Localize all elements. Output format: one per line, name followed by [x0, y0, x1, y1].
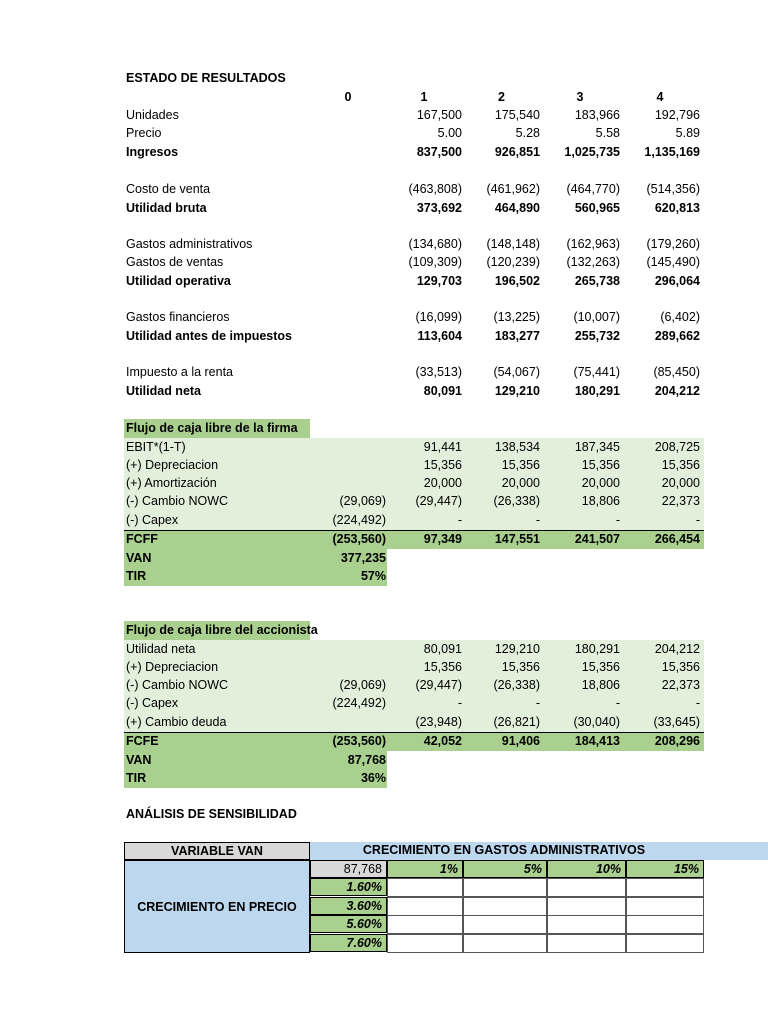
fcfe-tir-label: TIR — [126, 771, 147, 785]
period-1: 1 — [420, 90, 428, 104]
fcfe-cell: (23,948) — [415, 715, 462, 729]
fcff-cell: 91,441 — [423, 440, 462, 454]
income-row-label: Gastos administrativos — [126, 237, 253, 251]
income-cell: (54,067) — [493, 365, 540, 379]
sensitivity-col-value: 15% — [626, 860, 704, 878]
fcfe-total-cell: 91,406 — [501, 734, 540, 748]
income-cell: 80,091 — [423, 384, 462, 398]
fcfe-cell: (30,040) — [573, 715, 620, 729]
income-row-label: Gastos financieros — [126, 310, 230, 324]
income-row-label: Costo de venta — [126, 182, 211, 196]
income-row-label: Ingresos — [126, 145, 179, 159]
income-cell — [310, 180, 386, 198]
sensitivity-col-value: 10% — [547, 860, 626, 878]
sensitivity-base-value: 87,768 — [310, 860, 387, 878]
income-cell: (13,225) — [493, 310, 540, 324]
fcfe-van-label: VAN — [126, 753, 152, 767]
fcff-cell: (29,069) — [339, 494, 386, 508]
fcfe-total-cell: 184,413 — [574, 734, 620, 748]
income-row-label: Precio — [126, 126, 162, 140]
income-cell: (148,148) — [486, 237, 540, 251]
income-cell: 296,064 — [654, 274, 700, 288]
fcfe-cell: 80,091 — [423, 642, 462, 656]
income-row-label: Utilidad bruta — [126, 201, 207, 215]
fcff-cell: 15,356 — [423, 458, 462, 472]
fcfe-cell: (33,645) — [653, 715, 700, 729]
income-cell: (162,963) — [566, 237, 620, 251]
fcfe-cell — [310, 713, 386, 731]
fcff-row-label: (+) Depreciacion — [126, 458, 219, 472]
fcff-total-cell: (253,560) — [332, 532, 386, 546]
income-cell: 373,692 — [416, 201, 462, 215]
income-cell — [310, 363, 386, 381]
income-cell — [310, 235, 386, 253]
fcff-cell: (26,338) — [493, 494, 540, 508]
fcff-cell: - — [695, 513, 700, 527]
fcfe-cell: 22,373 — [661, 678, 700, 692]
sensitivity-result-cell[interactable] — [547, 915, 626, 934]
income-cell: 192,796 — [654, 108, 700, 122]
income-cell: 464,890 — [494, 201, 540, 215]
fcff-row-label: (-) Capex — [126, 513, 179, 527]
income-cell: 175,540 — [494, 108, 540, 122]
fcff-cell: - — [615, 513, 620, 527]
sensitivity-result-cell[interactable] — [387, 915, 463, 934]
income-cell: (10,007) — [573, 310, 620, 324]
sensitivity-result-cell[interactable] — [626, 897, 704, 916]
income-cell: 129,210 — [494, 384, 540, 398]
fcff-cell: - — [457, 513, 462, 527]
fcff-total-cell: 97,349 — [423, 532, 462, 546]
sensitivity-result-cell[interactable] — [626, 934, 704, 953]
income-cell — [310, 143, 386, 161]
fcff-title: Flujo de caja libre de la firma — [126, 421, 298, 435]
income-cell: 129,703 — [416, 274, 462, 288]
income-cell: (134,680) — [408, 237, 462, 251]
fcfe-cell: (29,069) — [339, 678, 386, 692]
fcfe-row-label: (+) Depreciacion — [126, 660, 219, 674]
fcff-tir-value: 57% — [360, 569, 386, 583]
fcfe-cell — [310, 658, 386, 676]
income-cell: 113,604 — [417, 329, 462, 343]
fcff-cell — [310, 438, 386, 456]
sensitivity-result-cell[interactable] — [463, 915, 547, 934]
fcfe-cell: (224,492) — [332, 696, 386, 710]
income-cell: 620,813 — [654, 201, 700, 215]
period-4: 4 — [656, 90, 664, 104]
fcfe-cell: - — [615, 696, 620, 710]
fcfe-cell: 15,356 — [661, 660, 700, 674]
income-cell: (132,263) — [566, 255, 620, 269]
fcff-cell: (224,492) — [332, 513, 386, 527]
fcff-cell: 15,356 — [501, 458, 540, 472]
fcff-cell — [310, 474, 386, 492]
income-cell: (145,490) — [646, 255, 700, 269]
sensitivity-row-value: 7.60% — [310, 934, 387, 952]
fcfe-cell: - — [695, 696, 700, 710]
fcff-cell: 20,000 — [661, 476, 700, 490]
income-row-label: Gastos de ventas — [126, 255, 224, 269]
fcff-cell: (29,447) — [415, 494, 462, 508]
income-cell: 5.89 — [675, 126, 700, 140]
income-row-label: Utilidad antes de impuestos — [126, 329, 293, 343]
fcff-cell: 22,373 — [661, 494, 700, 508]
fcff-cell: 20,000 — [581, 476, 620, 490]
income-cell: (75,441) — [573, 365, 620, 379]
income-cell: 5.00 — [437, 126, 462, 140]
income-title: ESTADO DE RESULTADOS — [126, 71, 286, 85]
sensitivity-result-cell[interactable] — [626, 878, 704, 897]
income-cell: (464,770) — [566, 182, 620, 196]
fcff-total-cell: 147,551 — [494, 532, 540, 546]
fcff-total-cell: 241,507 — [574, 532, 620, 546]
fcfe-total-cell: (253,560) — [332, 734, 386, 748]
income-cell: 560,965 — [574, 201, 620, 215]
sensitivity-result-cell[interactable] — [463, 897, 547, 916]
income-cell: 196,502 — [494, 274, 540, 288]
income-cell: (179,260) — [646, 237, 700, 251]
fcfe-tir-value: 36% — [360, 771, 386, 785]
income-cell: 183,966 — [574, 108, 620, 122]
income-cell: 289,662 — [654, 329, 700, 343]
income-cell — [310, 253, 386, 271]
fcfe-cell: 18,806 — [581, 678, 620, 692]
fcfe-cell — [310, 640, 386, 658]
income-cell: (109,309) — [408, 255, 462, 269]
income-row-label: Utilidad neta — [126, 384, 202, 398]
fcff-total-label: FCFF — [126, 532, 158, 546]
income-cell — [310, 272, 386, 290]
income-cell: (16,099) — [415, 310, 462, 324]
income-row-label: Impuesto a la renta — [126, 365, 234, 379]
sensitivity-result-cell[interactable] — [463, 878, 547, 897]
fcfe-cell: 15,356 — [423, 660, 462, 674]
fcfe-total-label: FCFE — [126, 734, 159, 748]
income-cell — [310, 308, 386, 326]
sensitivity-col-value: 1% — [387, 860, 463, 878]
fcfe-cell: - — [457, 696, 462, 710]
income-cell: 5.58 — [595, 126, 620, 140]
income-cell — [310, 106, 386, 124]
fcff-cell: 15,356 — [581, 458, 620, 472]
income-row-label: Utilidad operativa — [126, 274, 231, 288]
fcfe-total-cell: 208,296 — [654, 734, 700, 748]
fcfe-row-label: Utilidad neta — [126, 642, 196, 656]
income-cell: 5.28 — [515, 126, 540, 140]
fcff-tir-label: TIR — [126, 569, 147, 583]
sensitivity-row-value: 5.60% — [310, 915, 387, 933]
fcfe-title: Flujo de caja libre del accionista — [126, 623, 318, 637]
fcff-cell: 208,725 — [654, 440, 700, 454]
income-cell: 167,500 — [416, 108, 462, 122]
income-cell — [310, 382, 386, 400]
income-cell — [310, 327, 386, 345]
sensitivity-col-header: CRECIMIENTO EN GASTOS ADMINISTRATIVOS — [310, 842, 768, 860]
fcfe-cell: 129,210 — [494, 642, 540, 656]
income-row-label: Unidades — [126, 108, 179, 122]
sensitivity-result-cell[interactable] — [626, 915, 704, 934]
income-cell: 1,135,169 — [644, 145, 700, 159]
fcfe-row-label: (-) Cambio NOWC — [126, 678, 229, 692]
sensitivity-row-value: 3.60% — [310, 897, 387, 915]
sensitivity-result-cell[interactable] — [547, 878, 626, 897]
sensitivity-result-cell[interactable] — [387, 897, 463, 916]
sensitivity-corner-label: VARIABLE VAN — [124, 842, 310, 860]
income-cell: (120,239) — [486, 255, 540, 269]
income-cell: (514,356) — [646, 182, 700, 196]
income-cell: (33,513) — [415, 365, 462, 379]
fcff-cell: 18,806 — [581, 494, 620, 508]
income-cell — [310, 124, 386, 142]
fcfe-total-cell: 42,052 — [423, 734, 462, 748]
fcfe-van-value: 87,768 — [347, 753, 386, 767]
sensitivity-row-header-box — [124, 860, 310, 953]
fcfe-cell: - — [535, 696, 540, 710]
income-cell: (461,962) — [486, 182, 540, 196]
fcff-row-label: EBIT*(1-T) — [126, 440, 186, 454]
fcff-row-label: (-) Cambio NOWC — [126, 494, 229, 508]
income-cell: 837,500 — [416, 145, 462, 159]
sensitivity-row-value: 1.60% — [310, 878, 387, 896]
sensitivity-result-cell[interactable] — [387, 878, 463, 897]
fcff-cell: 15,356 — [661, 458, 700, 472]
fcff-cell: 20,000 — [501, 476, 540, 490]
income-cell: 265,738 — [574, 274, 620, 288]
period-3: 3 — [576, 90, 584, 104]
income-cell — [310, 199, 386, 217]
fcfe-row-label: (+) Cambio deuda — [126, 715, 227, 729]
fcfe-cell: 180,291 — [574, 642, 620, 656]
income-cell: 255,732 — [574, 329, 620, 343]
fcfe-cell: 15,356 — [501, 660, 540, 674]
sensitivity-title: ANÁLISIS DE SENSIBILIDAD — [126, 807, 297, 821]
fcff-row-label: (+) Amortización — [126, 476, 217, 490]
fcff-cell: - — [535, 513, 540, 527]
income-cell: 926,851 — [494, 145, 540, 159]
fcfe-cell: (26,821) — [493, 715, 540, 729]
fcff-van-label: VAN — [126, 551, 152, 565]
sensitivity-row-header: CRECIMIENTO EN PRECIO — [137, 899, 297, 914]
fcfe-cell: (29,447) — [415, 678, 462, 692]
fcfe-cell: 204,212 — [654, 642, 700, 656]
fcff-van-value: 377,235 — [340, 551, 386, 565]
sensitivity-col-value: 5% — [463, 860, 547, 878]
sensitivity-result-cell[interactable] — [387, 934, 463, 953]
fcfe-row-label: (-) Capex — [126, 696, 179, 710]
income-cell: 204,212 — [654, 384, 700, 398]
income-cell: (85,450) — [653, 365, 700, 379]
fcfe-cell: (26,338) — [493, 678, 540, 692]
sensitivity-result-cell[interactable] — [463, 934, 547, 953]
period-2: 2 — [498, 90, 505, 104]
fcff-cell: 20,000 — [423, 476, 462, 490]
period-0: 0 — [344, 90, 352, 104]
income-cell: 183,277 — [494, 329, 540, 343]
fcff-total-cell: 266,454 — [654, 532, 700, 546]
income-cell: 1,025,735 — [564, 145, 620, 159]
fcff-cell: 187,345 — [574, 440, 620, 454]
sensitivity-result-cell[interactable] — [547, 897, 626, 916]
fcfe-cell: 15,356 — [581, 660, 620, 674]
fcff-cell — [310, 456, 386, 474]
income-cell: 180,291 — [574, 384, 620, 398]
fcff-cell: 138,534 — [494, 440, 540, 454]
income-cell: (463,808) — [408, 182, 462, 196]
income-cell: (6,402) — [660, 310, 700, 324]
sensitivity-result-cell[interactable] — [547, 934, 626, 953]
